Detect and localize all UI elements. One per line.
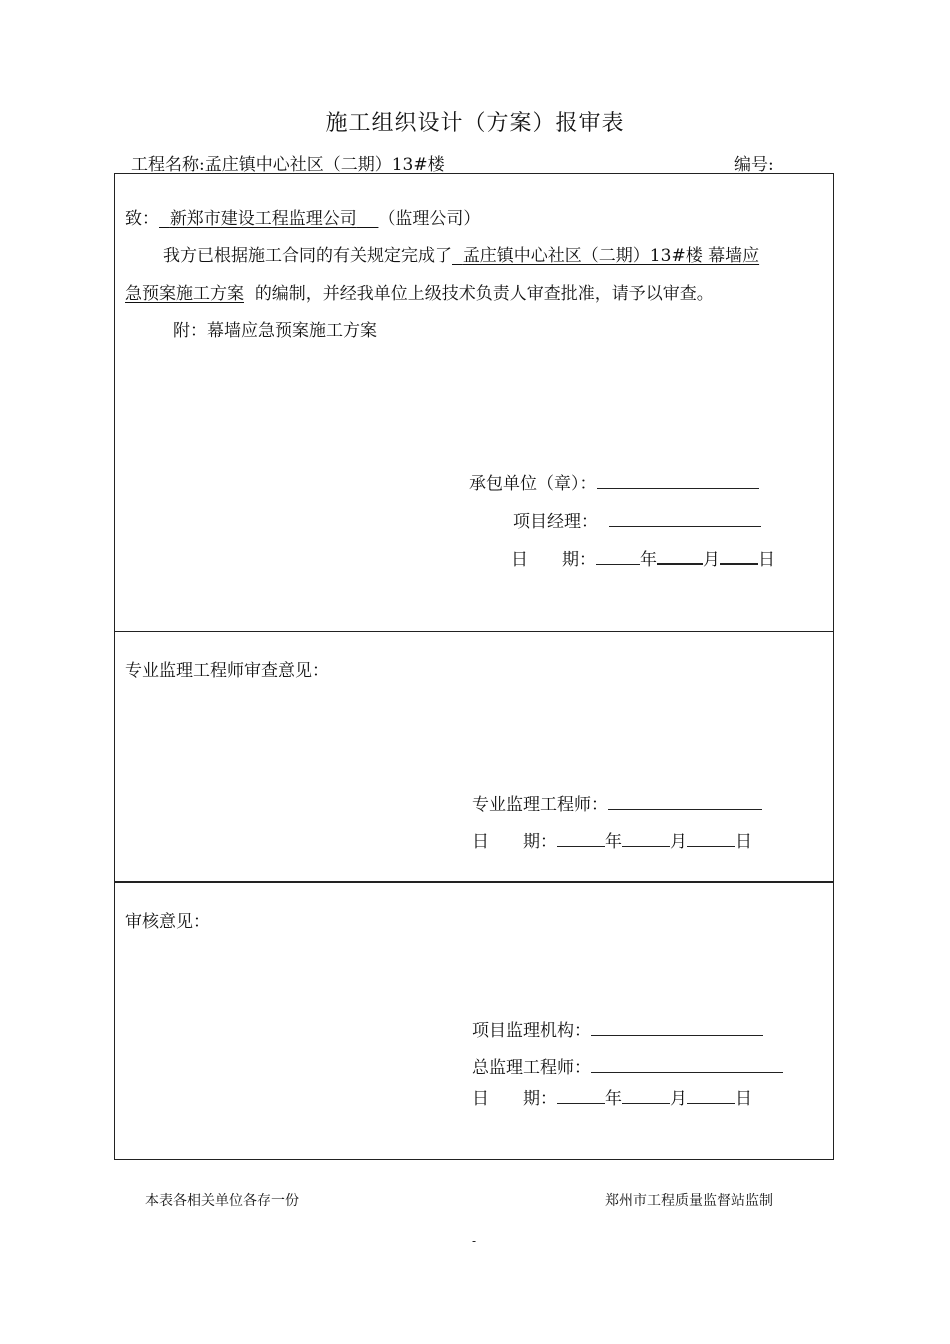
month-label: 月	[703, 550, 720, 570]
supervision-org-blank[interactable]	[591, 1017, 763, 1036]
body-suffix: 的编制，并经我单位上级技术负责人审查批准，请予以审查。	[254, 284, 714, 304]
engineer-review-section	[114, 631, 834, 882]
page-marker: -	[472, 1234, 477, 1248]
project-name-label: 工程名称:	[131, 155, 205, 175]
project-name-value: 孟庄镇中心社区（二期）13#楼	[204, 155, 445, 175]
chief-review-heading: 审核意见：	[125, 912, 210, 932]
day-blank[interactable]	[687, 828, 735, 847]
day-blank[interactable]	[687, 1085, 735, 1104]
month-blank[interactable]	[622, 1085, 670, 1104]
day-blank[interactable]	[720, 545, 758, 565]
date-line-1	[511, 545, 775, 571]
contractor-blank[interactable]	[597, 470, 759, 489]
date-label: 日 期：	[472, 1089, 557, 1109]
plan-name-part2: 急预案施工方案	[125, 284, 244, 304]
body-prefix: 我方已根据施工合同的有关规定完成了	[163, 246, 452, 266]
year-label: 年	[640, 550, 657, 570]
attachment-value: 幕墙应急预案施工方案	[207, 321, 377, 341]
date-label: 日 期：	[511, 550, 596, 570]
footer-note-left: 本表各相关单位各存一份	[145, 1193, 299, 1209]
date-line-3	[472, 1085, 752, 1110]
contractor-signature-line	[469, 470, 759, 495]
supervision-org-line	[472, 1017, 763, 1042]
day-label: 日	[758, 550, 775, 570]
project-name	[131, 150, 445, 175]
contractor-label: 承包单位（章）：	[469, 474, 597, 494]
engineer-label: 专业监理工程师：	[472, 795, 608, 815]
attachment-label: 附：	[173, 321, 207, 341]
body-line-1	[163, 245, 759, 267]
project-manager-line	[513, 508, 761, 533]
supervision-org-label: 项目监理机构：	[472, 1021, 591, 1041]
engineer-blank[interactable]	[608, 791, 762, 810]
year-blank[interactable]	[557, 1085, 605, 1104]
day-label: 日	[735, 832, 752, 852]
year-blank[interactable]	[596, 546, 640, 565]
date-label: 日 期：	[472, 832, 557, 852]
chief-engineer-line	[472, 1054, 783, 1079]
addressee-line	[125, 208, 480, 230]
project-manager-label: 项目经理：	[513, 512, 598, 532]
addressee-label: 致：	[125, 209, 159, 229]
month-blank[interactable]	[622, 828, 670, 847]
year-label: 年	[605, 832, 622, 852]
month-blank[interactable]	[657, 545, 703, 565]
submission-section	[114, 173, 834, 632]
engineer-review-heading: 专业监理工程师审查意见：	[125, 661, 329, 681]
date-line-2	[472, 828, 752, 853]
chief-engineer-label: 总监理工程师：	[472, 1058, 591, 1078]
addressee-suffix: （监理公司）	[378, 209, 481, 229]
project-manager-blank[interactable]	[609, 508, 761, 527]
day-label: 日	[735, 1089, 752, 1109]
plan-name-part1: 孟庄镇中心社区（二期）13#楼 幕墙应	[462, 246, 760, 266]
chief-engineer-blank[interactable]	[591, 1054, 783, 1073]
engineer-signature-line	[472, 791, 762, 816]
month-label: 月	[670, 832, 687, 852]
attachment-line	[173, 320, 377, 342]
footer-note-right: 郑州市工程质量监督站监制	[605, 1193, 773, 1209]
form-title: 施工组织设计（方案）报审表	[325, 111, 625, 136]
form-number-label: 编号:	[734, 155, 774, 175]
month-label: 月	[670, 1089, 687, 1109]
body-line-2	[125, 283, 714, 305]
chief-review-section	[114, 882, 834, 1160]
addressee-value: 新郑市建设工程监理公司	[169, 209, 357, 229]
year-label: 年	[605, 1089, 622, 1109]
year-blank[interactable]	[557, 828, 605, 847]
